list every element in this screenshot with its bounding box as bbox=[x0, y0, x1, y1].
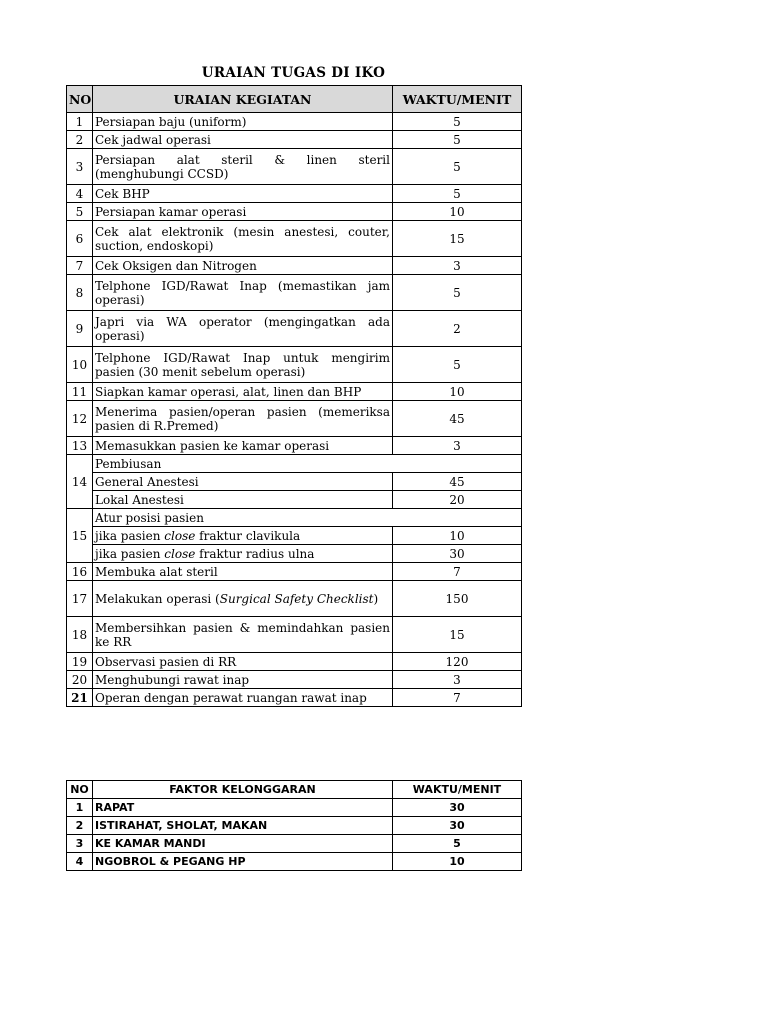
table-row bbox=[67, 401, 522, 437]
row-no: 18 bbox=[67, 617, 93, 653]
row-desc: Pembiusan bbox=[93, 455, 522, 473]
table-row bbox=[67, 113, 522, 131]
row-desc bbox=[93, 581, 393, 617]
table-row bbox=[67, 257, 522, 275]
row-time: 45 bbox=[393, 401, 522, 437]
row-desc: Menghubungi rawat inap bbox=[93, 671, 393, 689]
row-no: 19 bbox=[67, 653, 93, 671]
table-row bbox=[67, 311, 522, 347]
header-no: NO bbox=[67, 86, 93, 113]
table-row bbox=[67, 383, 522, 401]
subrow-text: jika pasien bbox=[95, 528, 165, 543]
row-time: 15 bbox=[393, 617, 522, 653]
row-no: 13 bbox=[67, 437, 93, 455]
table-row bbox=[67, 347, 522, 383]
subrow-desc bbox=[93, 545, 393, 563]
row-time: 5 bbox=[393, 131, 522, 149]
row-time: 7 bbox=[393, 689, 522, 707]
row-time: 5 bbox=[393, 347, 522, 383]
row-time: 5 bbox=[393, 185, 522, 203]
row-no: 1 bbox=[67, 799, 93, 817]
row-time: 120 bbox=[393, 653, 522, 671]
table-row bbox=[67, 509, 522, 527]
row-desc: Telphone IGD/Rawat Inap (memastikan jam operasi) bbox=[93, 275, 393, 311]
subrow-text: fraktur clavikula bbox=[195, 528, 301, 543]
row-no: 2 bbox=[67, 817, 93, 835]
subrow-text: fraktur radius ulna bbox=[195, 546, 315, 561]
header-desc: URAIAN KEGIATAN bbox=[93, 86, 393, 113]
row-time: 3 bbox=[393, 671, 522, 689]
row-desc: Observasi pasien di RR bbox=[93, 653, 393, 671]
table-row bbox=[67, 689, 522, 707]
row-time: 30 bbox=[393, 817, 522, 835]
row-time: 10 bbox=[393, 383, 522, 401]
table-subrow bbox=[67, 527, 522, 545]
table-subrow bbox=[67, 545, 522, 563]
row-time: 3 bbox=[393, 257, 522, 275]
row-no: 14 bbox=[67, 455, 93, 509]
row-desc: Siapkan kamar operasi, alat, linen dan BHP bbox=[93, 383, 393, 401]
row-no: 20 bbox=[67, 671, 93, 689]
row-time: 5 bbox=[393, 275, 522, 311]
row-desc: Cek alat elektronik (mesin anestesi, couter, suction, endoskopi) bbox=[93, 221, 393, 257]
header-desc: FAKTOR KELONGGARAN bbox=[93, 781, 393, 799]
row-desc: Membuka alat steril bbox=[93, 563, 393, 581]
row-no: 21 bbox=[67, 689, 93, 707]
table-row bbox=[67, 149, 522, 185]
header-time: WAKTU/MENIT bbox=[393, 781, 522, 799]
table-row bbox=[67, 275, 522, 311]
row-desc: Atur posisi pasien bbox=[93, 509, 522, 527]
row-text: ) bbox=[373, 591, 379, 606]
subrow-time: 10 bbox=[393, 527, 522, 545]
row-desc: Cek Oksigen dan Nitrogen bbox=[93, 257, 393, 275]
row-time: 3 bbox=[393, 437, 522, 455]
subrow-time: 30 bbox=[393, 545, 522, 563]
table-subrow bbox=[67, 491, 522, 509]
row-no: 1 bbox=[67, 113, 93, 131]
row-text-italic: Surgical Safety Checklist bbox=[219, 591, 374, 606]
row-time: 5 bbox=[393, 835, 522, 853]
row-desc: ISTIRAHAT, SHOLAT, MAKAN bbox=[93, 817, 393, 835]
row-time: 10 bbox=[393, 203, 522, 221]
subrow-time: 45 bbox=[393, 473, 522, 491]
row-time: 2 bbox=[393, 311, 522, 347]
row-desc: Operan dengan perawat ruangan rawat inap bbox=[93, 689, 393, 707]
table-row bbox=[67, 853, 522, 871]
row-no: 7 bbox=[67, 257, 93, 275]
allowance-table bbox=[66, 780, 522, 871]
row-desc: Membersihkan pasien & memindahkan pasien ke RR bbox=[93, 617, 393, 653]
header-time: WAKTU/MENIT bbox=[393, 86, 522, 113]
row-no: 6 bbox=[67, 221, 93, 257]
table-row bbox=[67, 799, 522, 817]
row-time: 15 bbox=[393, 221, 522, 257]
subrow-text-italic: close bbox=[164, 528, 196, 543]
row-no: 4 bbox=[67, 853, 93, 871]
row-time: 150 bbox=[393, 581, 522, 617]
row-desc: Japri via WA operator (mengingatkan ada operasi) bbox=[93, 311, 393, 347]
table-row bbox=[67, 671, 522, 689]
row-desc: RAPAT bbox=[93, 799, 393, 817]
row-desc: Persiapan baju (uniform) bbox=[93, 113, 393, 131]
row-desc: Cek BHP bbox=[93, 185, 393, 203]
subrow-text: jika pasien bbox=[95, 546, 165, 561]
task-table bbox=[66, 85, 522, 707]
row-time: 7 bbox=[393, 563, 522, 581]
table-row bbox=[67, 817, 522, 835]
table-row bbox=[67, 455, 522, 473]
row-time: 5 bbox=[393, 149, 522, 185]
row-desc: Cek jadwal operasi bbox=[93, 131, 393, 149]
table-row bbox=[67, 203, 522, 221]
row-no: 17 bbox=[67, 581, 93, 617]
row-no: 3 bbox=[67, 835, 93, 853]
row-no: 12 bbox=[67, 401, 93, 437]
table-row bbox=[67, 617, 522, 653]
table-row bbox=[67, 185, 522, 203]
table-row bbox=[67, 437, 522, 455]
row-time: 10 bbox=[393, 853, 522, 871]
row-no: 10 bbox=[67, 347, 93, 383]
row-desc: NGOBROL & PEGANG HP bbox=[93, 853, 393, 871]
page-title: URAIAN TUGAS DI IKO bbox=[201, 65, 386, 81]
row-desc: Memasukkan pasien ke kamar operasi bbox=[93, 437, 393, 455]
subrow-text-italic: close bbox=[164, 546, 196, 561]
row-time: 5 bbox=[393, 113, 522, 131]
row-no: 8 bbox=[67, 275, 93, 311]
table-subrow bbox=[67, 473, 522, 491]
row-no: 11 bbox=[67, 383, 93, 401]
row-time: 30 bbox=[393, 799, 522, 817]
row-no: 2 bbox=[67, 131, 93, 149]
subrow-desc bbox=[93, 527, 393, 545]
subrow-desc: General Anestesi bbox=[93, 473, 393, 491]
row-desc: KE KAMAR MANDI bbox=[93, 835, 393, 853]
table-header-row bbox=[67, 781, 522, 799]
table-row bbox=[67, 653, 522, 671]
table-row bbox=[67, 835, 522, 853]
row-no: 5 bbox=[67, 203, 93, 221]
row-no: 3 bbox=[67, 149, 93, 185]
table-row bbox=[67, 131, 522, 149]
row-desc: Menerima pasien/operan pasien (memeriksa pasien di R.Premed) bbox=[93, 401, 393, 437]
row-desc: Persiapan alat steril & linen steril (menghubungi CCSD) bbox=[93, 149, 393, 185]
row-desc: Telphone IGD/Rawat Inap untuk mengirim pasien (30 menit sebelum operasi) bbox=[93, 347, 393, 383]
table-header-row bbox=[67, 86, 522, 113]
table-row bbox=[67, 563, 522, 581]
row-no: 15 bbox=[67, 509, 93, 563]
row-no: 16 bbox=[67, 563, 93, 581]
table-row bbox=[67, 221, 522, 257]
header-no: NO bbox=[67, 781, 93, 799]
row-text: Melakukan operasi ( bbox=[95, 591, 220, 606]
subrow-desc: Lokal Anestesi bbox=[93, 491, 393, 509]
row-desc: Persiapan kamar operasi bbox=[93, 203, 393, 221]
row-no: 9 bbox=[67, 311, 93, 347]
row-no: 4 bbox=[67, 185, 93, 203]
table-row bbox=[67, 581, 522, 617]
subrow-time: 20 bbox=[393, 491, 522, 509]
